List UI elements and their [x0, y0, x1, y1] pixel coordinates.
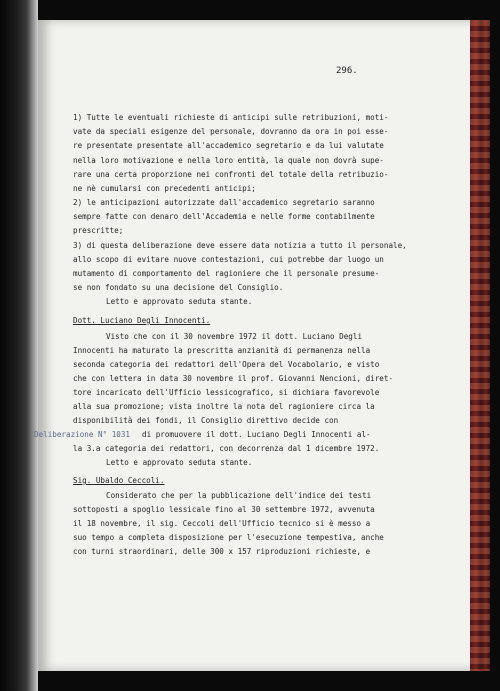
- text-line: Visto che con il 30 novembre 1972 il dott. Luciano Degli: [106, 332, 363, 341]
- text-line: Considerato che per la pubblicazione dell'indice dei testi: [106, 491, 372, 500]
- text-line: mutamento di comportamento del ragioniere che il personale presume-: [73, 269, 380, 278]
- page-number: 296.: [336, 66, 358, 76]
- section-heading: Dott. Luciano Degli Innocenti.: [73, 316, 211, 325]
- text-line: nella loro motivazione e nella loro entità, la quale non dovrà supe-: [73, 156, 384, 165]
- text-line: tore incaricato dell'Ufficio lessicografico, si dichiara favorevole: [73, 388, 380, 397]
- text-line: sempre fatte con denaro dell'Accademia e nelle forme contabilmente: [73, 212, 375, 221]
- text-line: che con lettera in data 30 novembre il prof. Giovanni Nencioni, diret-: [73, 374, 394, 383]
- text-line: disponibilità dei fondi, il Consiglio direttivo decide con: [73, 416, 339, 425]
- text-line: la 3.a categoria dei redattori, con decorrenza dal 1 dicembre 1972.: [73, 444, 380, 453]
- text-line: di promuovere il dott. Luciano Degli Innocenti al-: [142, 430, 371, 439]
- text-line: allo scopo di evitare nuove contestazioni, cui potrebbe dar luogo un: [73, 255, 384, 264]
- text-line: se non fondato su una decisione del Consiglio.: [73, 283, 284, 292]
- text-line: Letto e approvato seduta stante.: [106, 458, 253, 467]
- book-edge-marbled: [470, 20, 490, 671]
- margin-note: Deliberazione N° 1031: [34, 430, 131, 439]
- text-line: seconda categoria dei redattori dell'Opera del Vocabolario, e visto: [73, 360, 380, 369]
- text-line: 1) Tutte le eventuali richieste di anticipi sulle retribuzioni, moti-: [73, 113, 389, 122]
- text-line: alla sua promozione; vista inoltre la nota del ragioniere circa la: [73, 402, 375, 411]
- text-line: il 18 novembre, il sig. Ceccoli dell'Ufficio tecnico si è messo a: [73, 519, 371, 528]
- text-line: 3) di questa deliberazione deve essere data notizia a tutto il personale,: [73, 241, 407, 250]
- text-line: rare una certa proporzione nei confronti del totale della retribuzio-: [73, 170, 389, 179]
- text-line: Letto e approvato seduta stante.: [106, 297, 253, 306]
- text-line: vate da speciali esigenze del personale, dovranno da ora in poi esse-: [73, 127, 389, 136]
- text-line: prescritte;: [73, 226, 124, 235]
- text-line: Innocenti ha maturato la prescritta anzianità di permanenza nella: [73, 346, 371, 355]
- text-line: sottoposti a spoglio lessicale fino al 30 settembre 1972, avvenuta: [73, 505, 375, 514]
- section-heading: Sig. Ubaldo Ceccoli.: [73, 476, 165, 485]
- text-line: con turni straordinari, delle 300 x 157 riproduzioni richieste, e: [73, 547, 371, 556]
- book-binding-shadow: [0, 0, 38, 691]
- text-line: 2) le anticipazioni autorizzate dall'accademico segretario saranno: [73, 198, 375, 207]
- text-line: suo tempo a completa disposizione per l'esecuzione tempestiva, anche: [73, 533, 384, 542]
- text-line: ne nè cumularsi con precedenti anticipi;: [73, 184, 256, 193]
- text-line: re presentate presentate all'accademico segretario e da lui valutate: [73, 141, 384, 150]
